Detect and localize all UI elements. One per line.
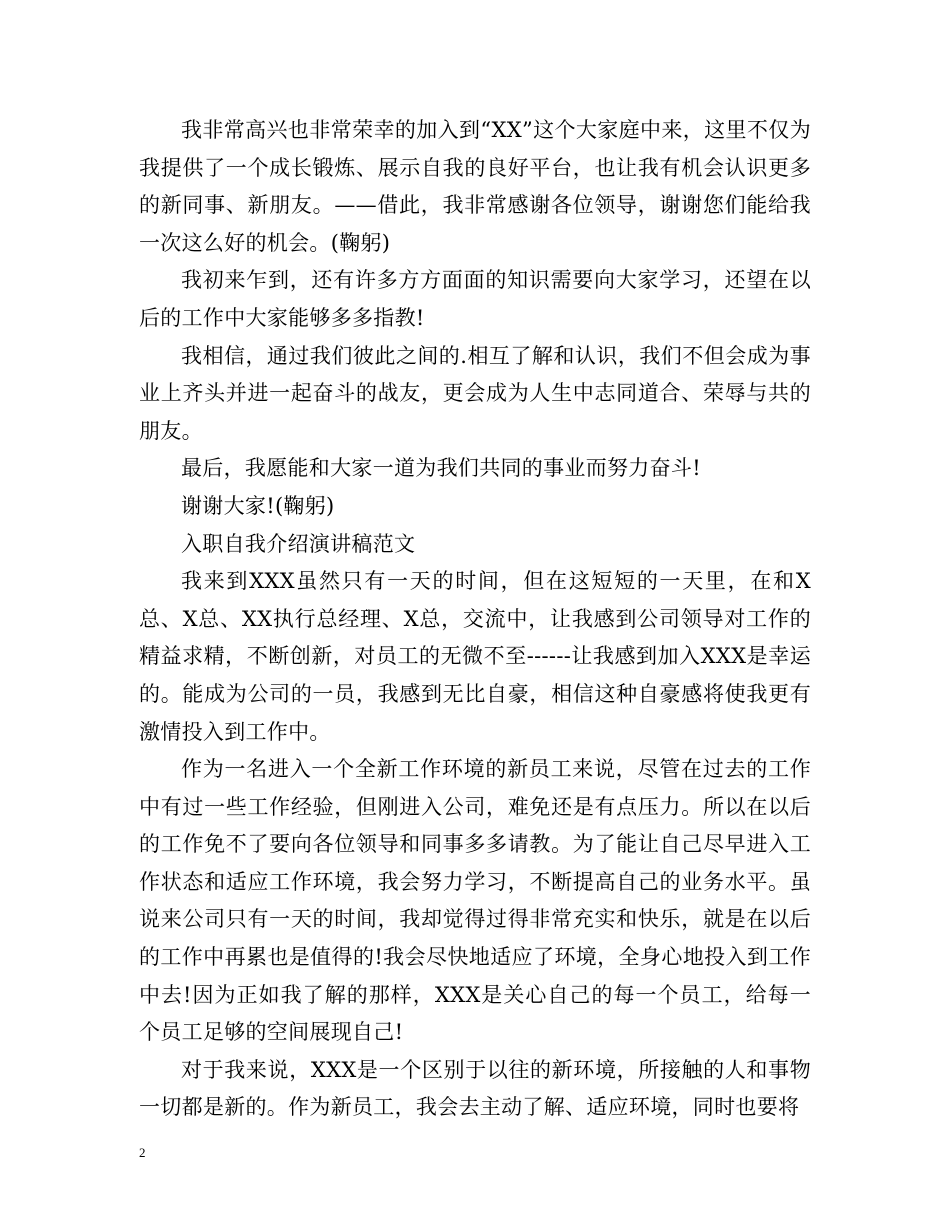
paragraph-new-arrival: 我初来乍到，还有许多方方面面的知识需要向大家学习，还望在以后的工作中大家能够多多指教! (139, 268, 811, 330)
paragraph-first-day: 我来到XXX虽然只有一天的时间，但在这短短的一天里，在和X总、X总、XX执行总经理、X总，交流中，让我感到公司领导对工作的精益求精，不断创新，对员工的无微不至------让我感到加入XXX是幸运的。能成为公司的一员，我感到无比自豪，相信这种自豪感将使我更有激情投入到工作中。 (139, 569, 811, 744)
paragraph-new-environment: 对于我来说，XXX是一个区别于以往的新环境，所接触的人和事物一切都是新的。作为新员工，我会去主动了解、适应环境，同时也要将 (139, 1057, 811, 1120)
page-number: 2 (139, 1145, 146, 1160)
body-text (139, 112, 811, 1127)
paragraph-thanks: 谢谢大家!(鞠躬) (181, 493, 335, 518)
paragraph-mutual-understanding: 我相信，通过我们彼此之间的.相互了解和认识，我们不但会成为事业上齐头并进一起奋斗的战友，更会成为人生中志同道合、荣辱与共的朋友。 (139, 343, 811, 443)
paragraph-new-employee: 作为一名进入一个全新工作环境的新员工来说，尽管在过去的工作中有过一些工作经验，但刚进入公司，难免还是有点压力。所以在以后的工作免不了要向各位领导和同事多多请教。为了能让自己尽早进入工作状态和适应工作环境，我会努力学习，不断提高自己的业务水平。虽说来公司只有一天的时间，我却觉得过得非常充实和快乐，就是在以后的工作中再累也是值得的!我会尽快地适应了环境，全身心地投入到工作中去!因为正如我了解的那样，XXX是关心自己的每一个员工，给每一个员工足够的空间展现自己! (139, 757, 811, 1045)
paragraph-welcome: 我非常高兴也非常荣幸的加入到“XX”这个大家庭中来，这里不仅为我提供了一个成长锻炼、展示自我的良好平台，也让我有机会认识更多的新同事、新朋友。——借此，我非常感谢各位领导，谢谢您们能给我一次这么好的机会。(鞠躬) (139, 118, 811, 255)
paragraph-closing: 最后，我愿能和大家一道为我们共同的事业而努力奋斗! (181, 456, 701, 481)
section-heading: 入职自我介绍演讲稿范文 (181, 531, 416, 556)
